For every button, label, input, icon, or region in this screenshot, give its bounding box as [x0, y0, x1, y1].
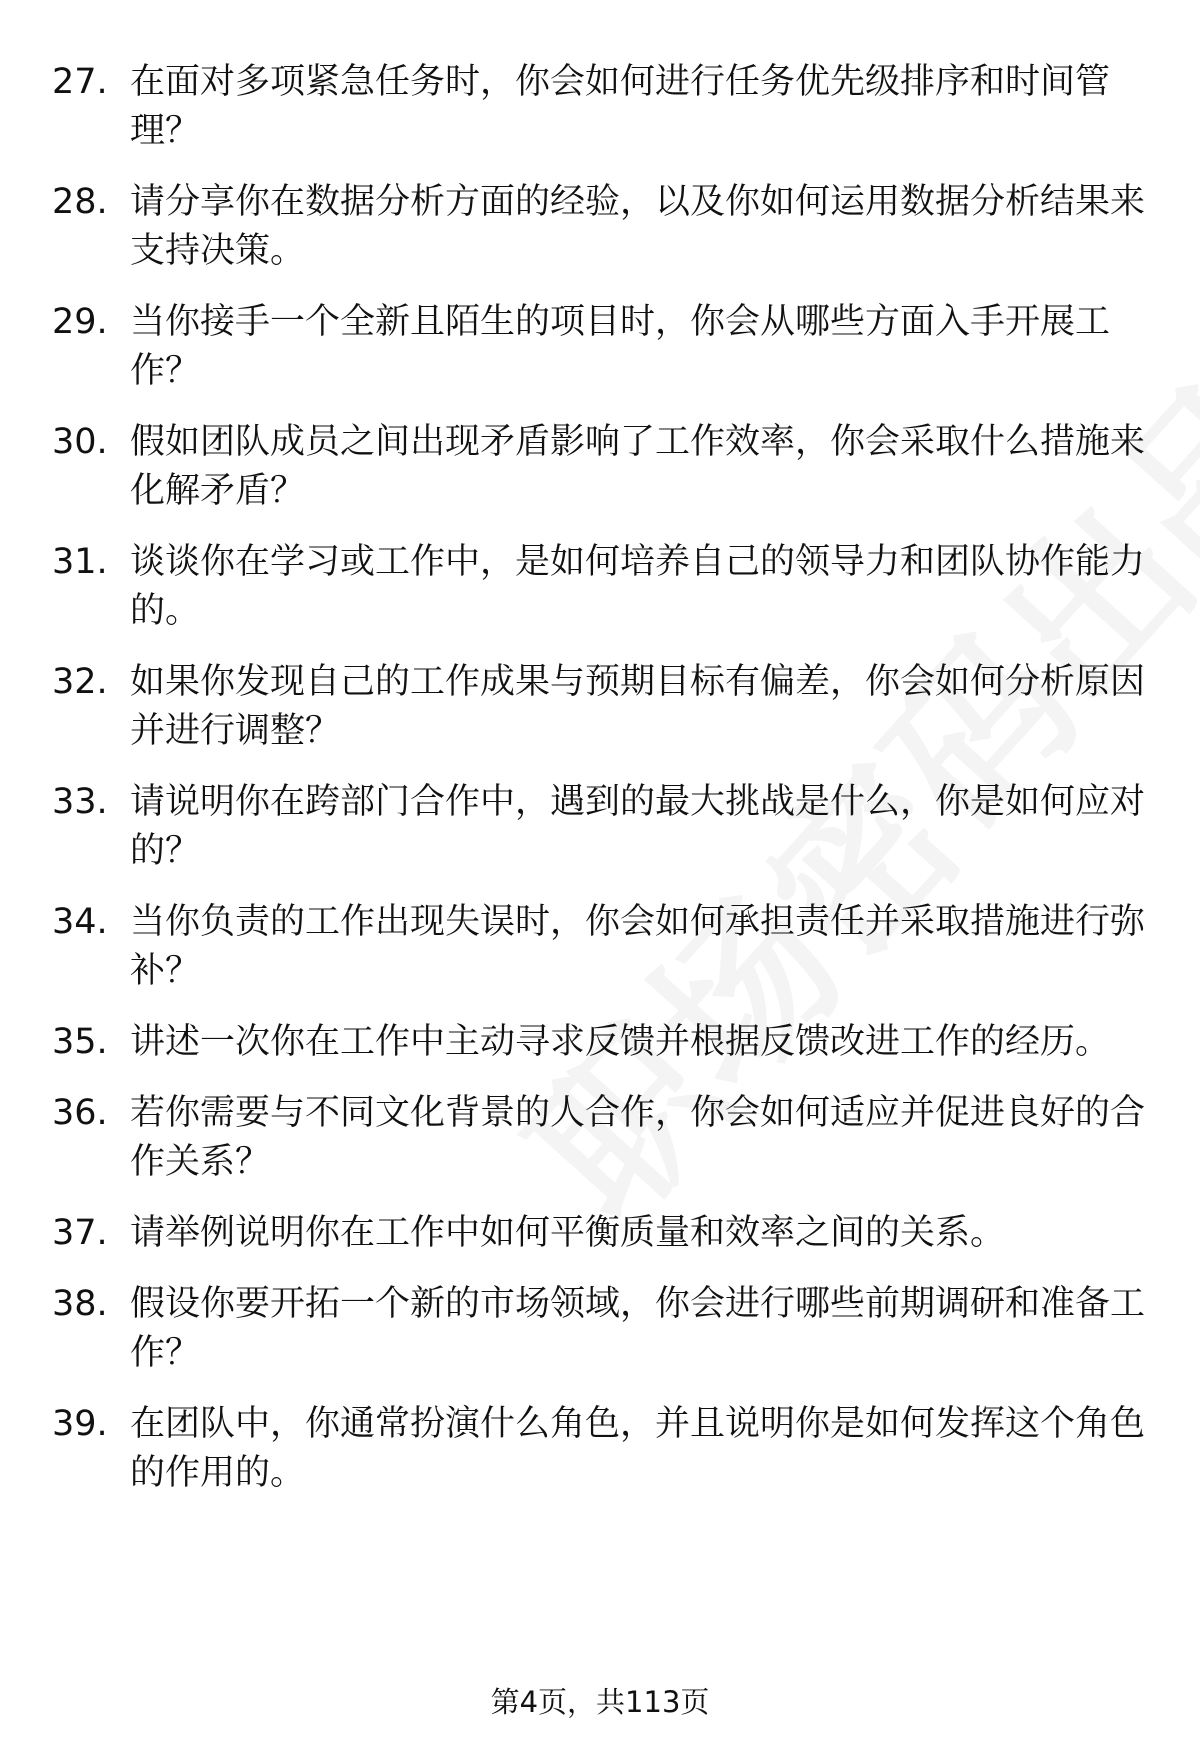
question-text: 在团队中，你通常扮演什么角色，并且说明你是如何发挥这个角色的作用的。	[130, 1404, 1146, 1493]
question-item-35	[52, 1018, 1152, 1067]
question-item-38	[52, 1280, 1152, 1378]
question-item-27	[52, 58, 1152, 156]
question-number: 36.	[52, 1093, 108, 1133]
question-number: 29.	[52, 302, 108, 342]
question-item-28	[52, 178, 1152, 276]
question-number: 28.	[52, 182, 108, 222]
question-text: 请说明你在跨部门合作中，遇到的最大挑战是什么，你是如何应对的？	[130, 782, 1146, 871]
question-number: 37.	[52, 1213, 108, 1253]
question-number: 27.	[52, 62, 108, 102]
question-number: 32.	[52, 662, 108, 702]
question-text: 假如团队成员之间出现矛盾影响了工作效率，你会采取什么措施来化解矛盾？	[130, 422, 1146, 511]
question-list	[52, 58, 1152, 1498]
question-number: 33.	[52, 782, 108, 822]
question-number: 30.	[52, 422, 108, 462]
question-text: 当你负责的工作出现失误时，你会如何承担责任并采取措施进行弥补？	[130, 902, 1146, 991]
question-item-36	[52, 1089, 1152, 1187]
question-number: 39.	[52, 1404, 108, 1444]
question-item-39	[52, 1400, 1152, 1498]
question-number: 31.	[52, 542, 108, 582]
question-text: 如果你发现自己的工作成果与预期目标有偏差，你会如何分析原因并进行调整？	[130, 662, 1146, 751]
question-text: 请分享你在数据分析方面的经验，以及你如何运用数据分析结果来支持决策。	[130, 182, 1146, 271]
question-item-34	[52, 898, 1152, 996]
question-item-29	[52, 298, 1152, 396]
question-text: 请举例说明你在工作中如何平衡质量和效率之间的关系。	[130, 1213, 1006, 1253]
page-number-footer: 第4页，共113页	[490, 1685, 710, 1719]
question-text: 谈谈你在学习或工作中，是如何培养自己的领导力和团队协作能力的。	[130, 542, 1146, 631]
question-item-33	[52, 778, 1152, 876]
question-number: 34.	[52, 902, 108, 942]
question-item-37	[52, 1209, 1152, 1258]
question-number: 35.	[52, 1022, 108, 1062]
question-text: 若你需要与不同文化背景的人合作，你会如何适应并促进良好的合作关系？	[130, 1093, 1146, 1182]
question-text: 当你接手一个全新且陌生的项目时，你会从哪些方面入手开展工作？	[130, 302, 1111, 391]
question-item-31	[52, 538, 1152, 636]
question-text: 在面对多项紧急任务时，你会如何进行任务优先级排序和时间管理？	[130, 62, 1111, 151]
question-item-32	[52, 658, 1152, 756]
question-text: 假设你要开拓一个新的市场领域，你会进行哪些前期调研和准备工作？	[130, 1284, 1146, 1373]
question-number: 38.	[52, 1284, 108, 1324]
question-text: 讲述一次你在工作中主动寻求反馈并根据反馈改进工作的经历。	[130, 1022, 1111, 1062]
question-item-30	[52, 418, 1152, 516]
